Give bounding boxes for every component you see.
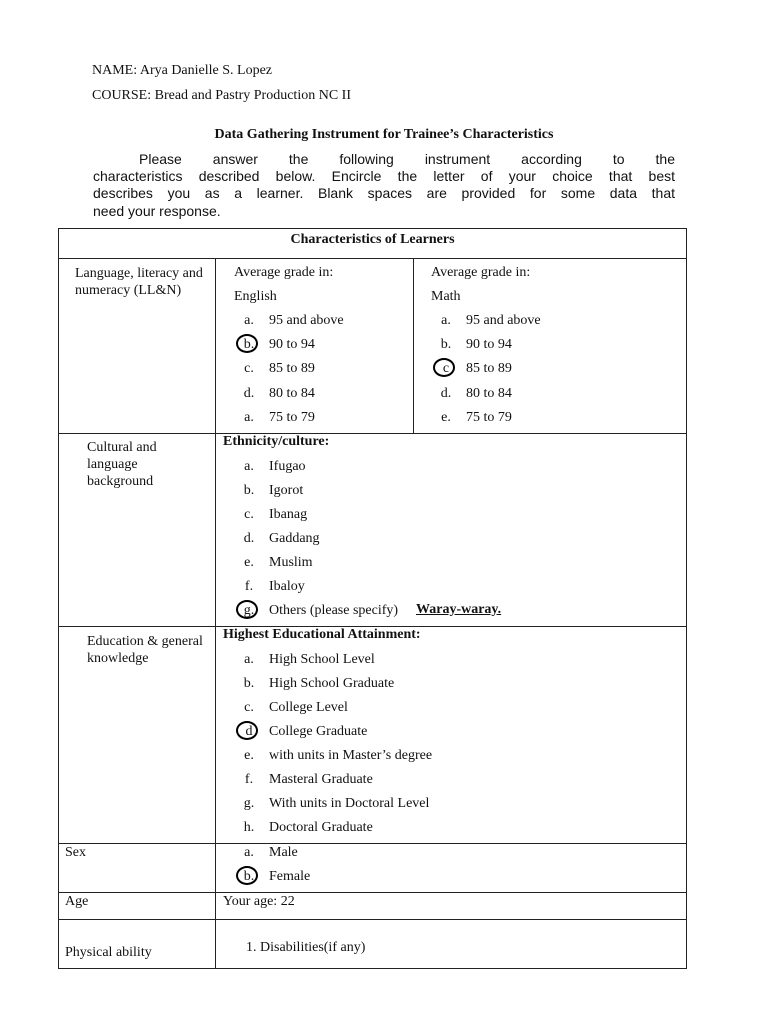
option-text: Masteral Graduate [269,772,373,787]
age-answer: Your age: 22 [223,894,295,909]
option-letter: g. [243,796,255,811]
option-letter: e. [244,748,254,763]
option-letter: a. [244,459,254,474]
selection-circle-icon [236,866,258,885]
option-letter: a. [244,845,254,860]
option-text: 85 to 89 [269,361,315,377]
instructions-line: characteristics described below. Encircle the letter of your choice that best [93,168,675,185]
option-text: Female [269,869,311,884]
row-label-lln: Language, literacy and numeracy (LL&N) [75,266,203,298]
ethnicity-heading: Ethnicity/culture: [223,434,330,449]
option-letter: d [242,724,256,740]
option-text: 75 to 79 [466,409,512,425]
option-letter: a. [244,409,254,425]
option-text: College Level [269,700,348,715]
math-prompt: Average grade in: [431,265,531,280]
option-text: with units in Master’s degree [269,748,433,763]
option-text: Gaddang [269,531,320,546]
option-letter: f. [244,579,254,594]
option-text: Igorot [269,483,304,498]
option-text: High School Level [269,652,375,667]
selection-circle-icon [433,358,455,377]
disabilities-item: 1. Disabilities(if any) [246,940,366,955]
education-heading: Highest Educational Attainment: [223,627,421,642]
option-text: Ifugao [269,459,306,474]
option-letter: e. [441,409,451,425]
option-letter: h. [243,820,255,835]
row-label-culture: Cultural and language background [87,440,157,489]
course-line: COURSE: Bread and Pastry Production NC II [92,88,351,103]
option-text: 90 to 94 [466,337,512,353]
option-letter: b. [440,337,452,353]
option-text: Ibaloy [269,579,305,594]
others-answer: Waray-waray. [416,602,502,617]
math-subject: Math [431,289,461,304]
table-heading: Characteristics of Learners [290,232,455,247]
option-text: 90 to 94 [269,337,315,353]
instructions-line: need your response. [93,202,221,219]
option-letter: c. [244,507,254,522]
name-line: NAME: Arya Danielle S. Lopez [92,63,273,78]
option-text: With units in Doctoral Level [269,796,430,811]
instructions [93,151,675,220]
option-letter: a. [244,313,254,328]
option-letter: c [439,361,453,377]
option-letter: b. [242,337,256,353]
option-text: 80 to 84 [466,385,512,401]
option-letter: f. [244,772,254,787]
selection-circle-icon [236,600,258,619]
option-text: 95 and above [269,313,344,328]
option-letter: c. [244,361,254,377]
instructions-line: describes you as a learner. Blank spaces are provided for some data that [93,185,675,202]
document-title: Data Gathering Instrument for Trainee’s Characteristics [214,127,554,142]
row-label-education: Education & general knowledge [87,634,203,666]
option-letter: b. [242,869,256,885]
option-letter: g. [242,603,256,619]
option-letter: d. [243,385,255,401]
option-text: 80 to 84 [269,385,315,401]
option-letter: b. [243,483,255,498]
english-subject: English [234,289,277,304]
option-text: Ibanag [269,507,308,522]
option-letter: c. [244,700,254,715]
option-text: Doctoral Graduate [269,820,373,835]
option-text: College Graduate [269,724,368,739]
option-letter: a. [244,652,254,667]
instructions-line: Please answer the following instrument according to the [139,151,675,167]
row-label-physical: Physical ability [65,945,152,960]
option-text: Male [269,845,298,860]
selection-circle-icon [236,334,258,353]
option-text: Muslim [269,555,313,570]
option-letter: b. [243,676,255,691]
option-text: High School Graduate [269,676,395,691]
option-text: 75 to 79 [269,409,315,425]
selection-circle-icon [236,721,258,740]
option-text: 85 to 89 [466,361,512,377]
row-label-age: Age [65,894,89,909]
option-text: 95 and above [466,313,541,328]
row-label-sex: Sex [65,845,86,860]
option-letter: e. [244,555,254,570]
option-letter: d. [243,531,255,546]
option-letter: a. [441,313,451,328]
option-text: Others (please specify) [269,603,399,618]
option-letter: d. [440,385,452,401]
english-prompt: Average grade in: [234,265,334,280]
